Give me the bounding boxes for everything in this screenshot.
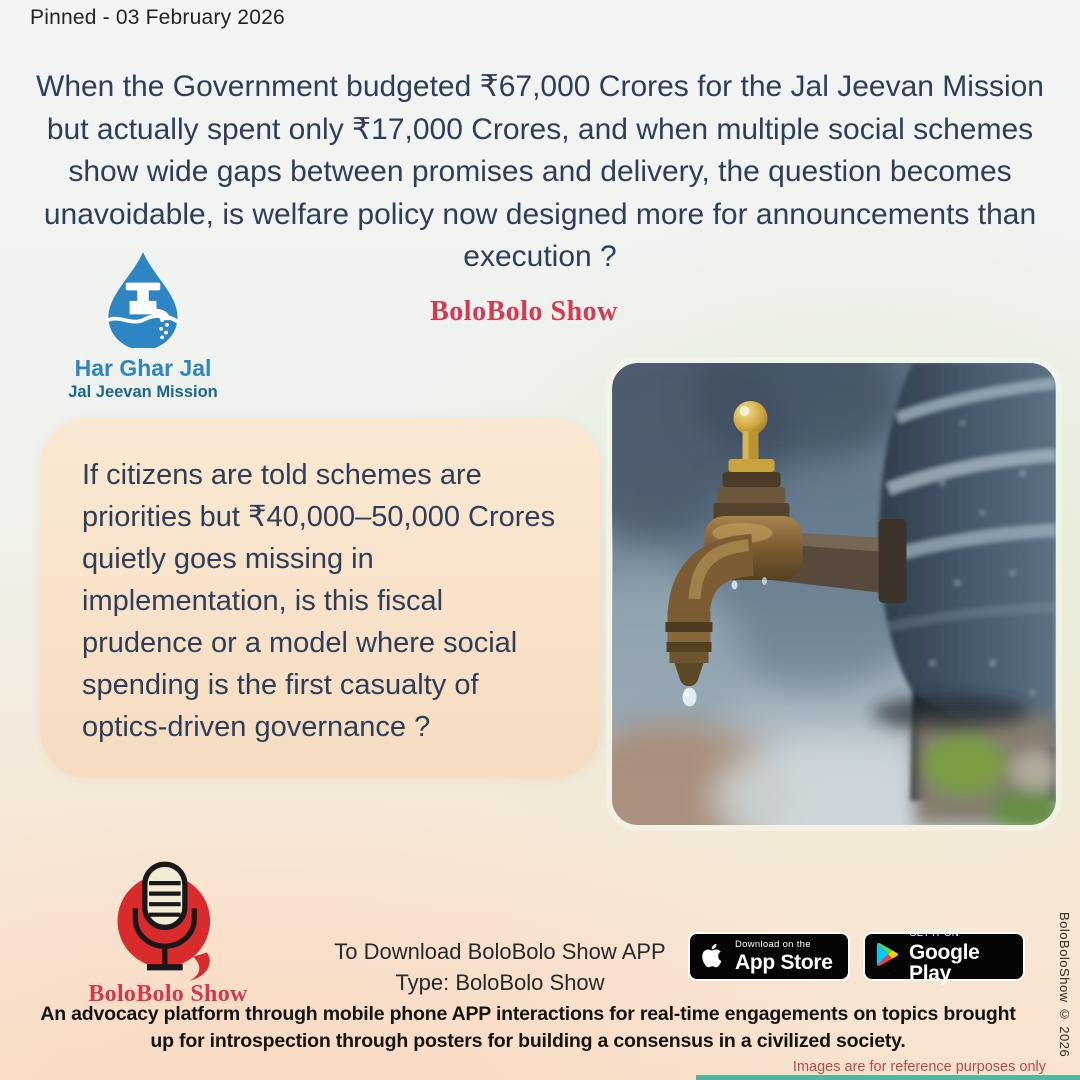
download-line2: Type: BoloBolo Show bbox=[395, 970, 605, 995]
app-store-badge-small-text: Download on the bbox=[735, 938, 811, 950]
jjm-subtitle: Jal Jeevan Mission bbox=[68, 383, 218, 401]
app-store-badge-big-text: App Store bbox=[735, 951, 833, 975]
image-disclaimer: Images are for reference purposes only bbox=[792, 1059, 1046, 1075]
advocacy-statement: An advocacy platform through mobile phone APP interactions for real-time engagements on topics brought up for introspection through posters for building a consensus in a civilized society. bbox=[40, 1003, 1016, 1052]
water-drop-tap-icon bbox=[95, 335, 191, 352]
headline-text: When the Government budgeted ₹67,000 Crores for the Jal Jeevan Mission but actually spent only ₹17,000 Crores, and when multiple social schemes show wide gaps between promises and delivery, the question becomes unavoidable, is welfare policy now designed more for announcements than execution ? bbox=[36, 70, 1044, 273]
store-badges bbox=[688, 928, 1025, 985]
brand-name-center: BoloBolo Show bbox=[430, 296, 618, 327]
download-instructions bbox=[326, 936, 674, 998]
tap-photo bbox=[612, 363, 1056, 825]
bolobolo-logo-text: BoloBolo Show bbox=[88, 981, 248, 1007]
jjm-title: Har Ghar Jal bbox=[74, 355, 212, 381]
bolobolo-logo bbox=[86, 860, 250, 1008]
google-play-badge[interactable] bbox=[863, 928, 1025, 985]
vertical-copyright: BoloBoloShow © 2026 bbox=[1057, 912, 1072, 1058]
download-line1: To Download BoloBolo Show APP bbox=[334, 939, 666, 964]
google-play-badge-small-text: GET IT ON bbox=[909, 928, 959, 940]
google-play-badge-big-text: Google Play bbox=[909, 940, 980, 985]
question-card-text: If citizens are told schemes are priorities but ₹40,000–50,000 Crores quietly goes missing in implementation, is this fiscal prudence or a model where social spending is the first casualty of optics-driven governance ? bbox=[82, 459, 556, 743]
google-play-icon bbox=[874, 940, 900, 974]
jal-jeevan-mission-logo bbox=[58, 250, 228, 402]
pinned-date: Pinned - 03 February 2026 bbox=[30, 6, 285, 29]
bottom-accent-bar bbox=[696, 1075, 1080, 1080]
question-card bbox=[40, 418, 600, 778]
app-store-badge[interactable] bbox=[688, 932, 850, 981]
apple-icon bbox=[699, 939, 726, 975]
